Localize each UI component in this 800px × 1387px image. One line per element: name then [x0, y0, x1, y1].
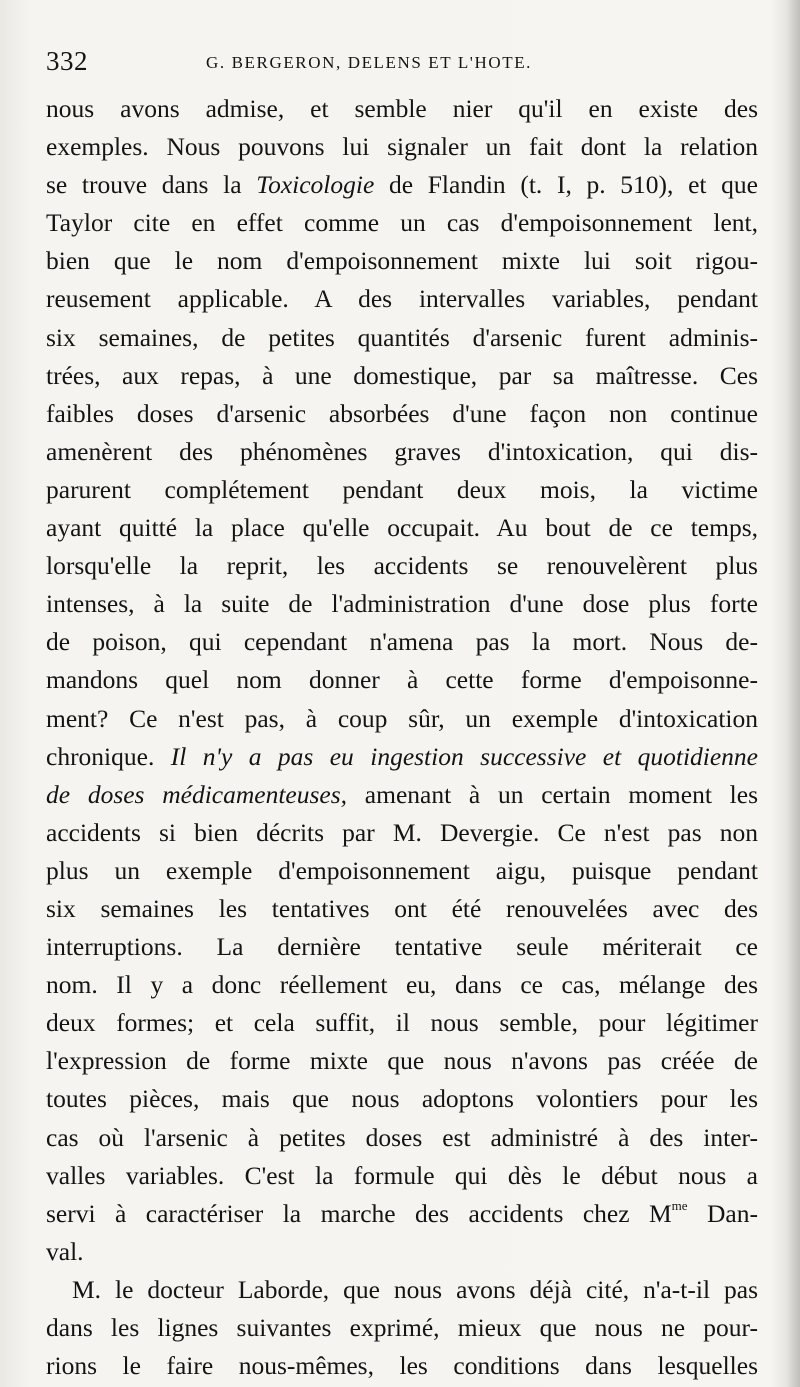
line-text: accidents si bien décrits par M. Devergie. Ce n'est pas non [46, 817, 758, 847]
text-line [46, 319, 758, 357]
line-text: val. [46, 1236, 84, 1266]
text-line [46, 128, 758, 166]
line-text: de poison, qui cependant n'amena pas la mort. Nous de- [46, 627, 758, 657]
text-line [46, 433, 758, 471]
line-text: faibles doses d'arsenic absorbées d'une façon non continue [46, 398, 758, 428]
text-line [46, 1080, 758, 1118]
superscript-text: me [671, 1197, 688, 1213]
text-line [46, 1157, 758, 1195]
line-text: amenèrent des phénomènes graves d'intoxication, qui dis- [46, 436, 758, 466]
italic-text: de doses médicamenteuses, [46, 779, 348, 809]
italic-text: Il n'y a pas eu ingestion successive et quotidienne [170, 741, 758, 771]
line-text: exemples. Nous pouvons lui signaler un fait dont la relation [46, 132, 758, 162]
italic-text: Toxicologie [256, 170, 375, 200]
text-line [46, 166, 758, 204]
line-text: reusement applicable. A des intervalles variables, pendant [46, 284, 758, 314]
line-text: amenant à un certain moment les [347, 779, 758, 809]
line-text: rions le faire nous-mêmes, les conditions dans lesquelles [46, 1351, 758, 1381]
text-line [46, 852, 758, 890]
text-line [46, 471, 758, 509]
line-text: six semaines, de petites quantités d'arsenic furent adminis- [46, 322, 758, 352]
line-text: ayant quitté la place qu'elle occupait. Au bout de ce temps, [46, 513, 758, 543]
body-text [46, 90, 758, 1385]
line-text: deux formes; et cela suffit, il nous semble, pour légitimer [46, 1008, 758, 1038]
line-text: l'expression de forme mixte que nous n'avons pas créée de [46, 1046, 758, 1076]
line-text: valles variables. C'est la formule qui dès le début nous a [46, 1160, 758, 1190]
text-line [46, 1309, 758, 1347]
text-line [46, 90, 758, 128]
text-line [46, 738, 758, 776]
text-line [46, 1042, 758, 1080]
line-text: bien que le nom d'empoisonnement mixte lui soit rigou- [46, 246, 758, 276]
line-text: parurent complétement pendant deux mois, la victime [46, 474, 758, 504]
line-text: dans les lignes suivantes exprimé, mieux que nous ne pour- [46, 1313, 758, 1342]
line-text: nom. Il y a donc réellement eu, dans ce cas, mélange des [46, 970, 758, 1000]
line-text: chronique. [46, 741, 171, 771]
line-text: de Flandin (t. I, p. 510), et que [374, 170, 758, 200]
line-text: plus un exemple d'empoisonnement aigu, puisque pendant [46, 855, 758, 885]
text-line [46, 1347, 758, 1385]
line-text: toutes pièces, mais que nous adoptons volontiers pour les [46, 1084, 758, 1114]
text-line [46, 1004, 758, 1042]
line-text: Dan- [687, 1198, 758, 1228]
text-line [46, 585, 758, 623]
line-text: lorsqu'elle la reprit, les accidents se renouvelèrent plus [46, 551, 758, 581]
text-line [46, 242, 758, 280]
text-line [46, 547, 758, 585]
text-line [46, 928, 758, 966]
line-text: se trouve dans la [46, 170, 257, 200]
line-text: ment? Ce n'est pas, à coup sûr, un exemple d'intoxication [46, 703, 758, 733]
line-text: servi à caractériser la marche des accidents chez M [46, 1198, 672, 1228]
line-text: M. le docteur Laborde, que nous avons déjà cité, n'a-t-il pas [72, 1274, 758, 1304]
text-line [46, 700, 758, 738]
text-line [46, 395, 758, 433]
page-number: 332 [46, 46, 88, 76]
text-line [46, 661, 758, 699]
text-line [46, 280, 758, 318]
line-text: mandons quel nom donner à cette forme d'empoisonne- [46, 665, 758, 695]
line-text: Taylor cite en effet comme un cas d'empoisonnement lent, [46, 208, 758, 238]
text-line [46, 1233, 758, 1271]
text-line [46, 1271, 758, 1309]
text-line [46, 204, 758, 242]
text-line [46, 357, 758, 395]
text-line [46, 623, 758, 661]
page-header [46, 46, 756, 82]
text-line [46, 1119, 758, 1157]
line-text: trées, aux repas, à une domestique, par sa maîtresse. Ces [46, 360, 758, 390]
text-line [46, 509, 758, 547]
line-text: interruptions. La dernière tentative seule mériterait ce [46, 932, 758, 962]
line-text: six semaines les tentatives ont été renouvelées avec des [46, 893, 758, 923]
line-text: intenses, à la suite de l'administration d'une dose plus forte [46, 589, 758, 619]
text-line [46, 776, 758, 814]
text-line [46, 966, 758, 1004]
text-line [46, 890, 758, 928]
text-line [46, 1195, 758, 1233]
line-text: nous avons admise, et semble nier qu'il en existe des [46, 94, 758, 123]
page-edge-shadow [786, 0, 800, 1387]
text-line [46, 814, 758, 852]
line-text: cas où l'arsenic à petites doses est administré à des inter- [46, 1122, 758, 1152]
running-head: G. BERGERON, DELENS ET L'HOTE. [206, 53, 533, 72]
